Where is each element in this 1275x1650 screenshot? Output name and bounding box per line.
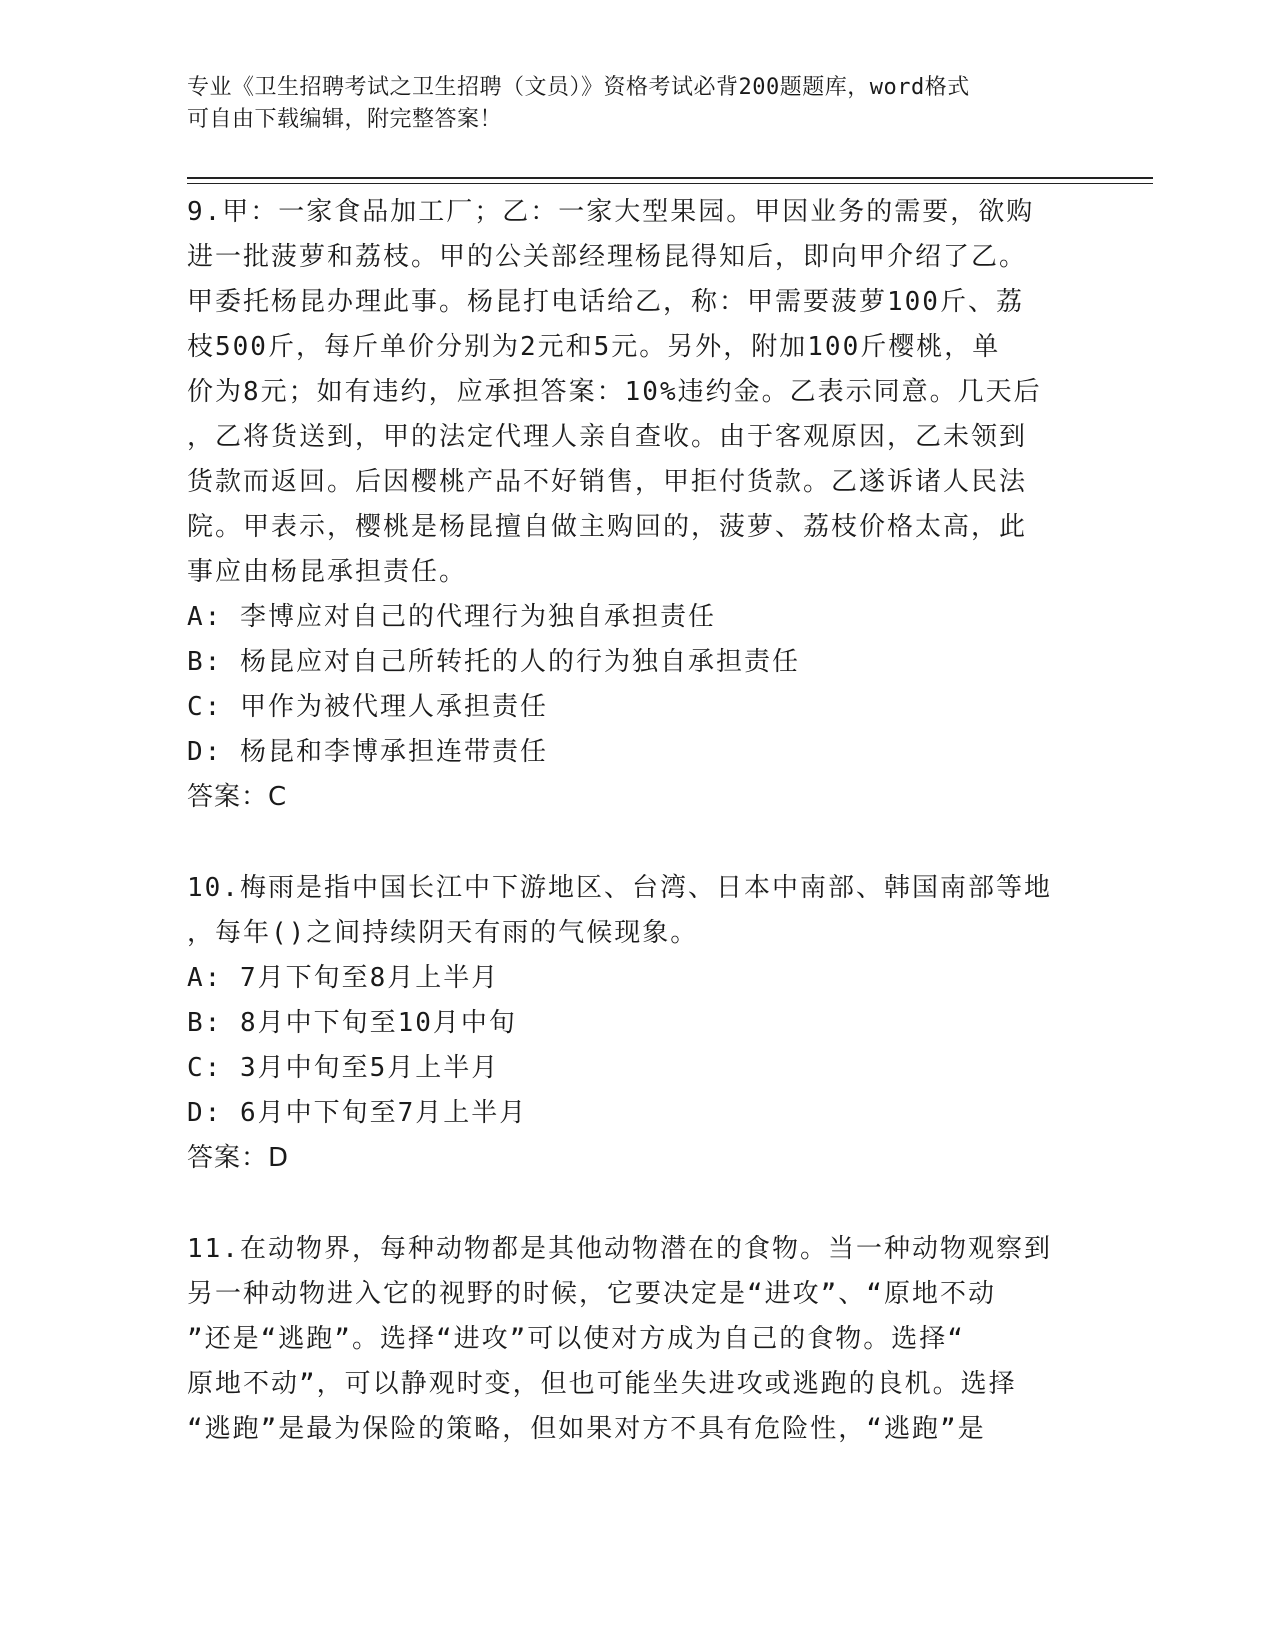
- question-9-option-d: D: 杨昆和李博承担连带责任: [187, 737, 548, 767]
- question-9-answer: 答案：C: [187, 782, 288, 812]
- header-divider-thick: [187, 177, 1153, 179]
- question-10-option-c: C: 3月中旬至5月上半月: [187, 1053, 500, 1083]
- question-9-option-c: C: 甲作为被代理人承担责任: [187, 692, 548, 722]
- question-11-line: ”还是“逃跑”。选择“进攻”可以使对方成为自己的食物。选择“: [187, 1324, 965, 1354]
- question-9: [187, 190, 1087, 820]
- question-9-line: 货款而返回。后因樱桃产品不好销售，甲拒付货款。乙遂诉诸人民法: [187, 467, 1028, 497]
- question-9-line: 院。甲表示，樱桃是杨昆擅自做主购回的，菠萝、荔枝价格太高，此: [187, 512, 1028, 542]
- question-9-line: 甲委托杨昆办理此事。杨昆打电话给乙，称：甲需要菠萝100斤、荔: [187, 287, 1024, 317]
- document-header: [187, 72, 1067, 136]
- question-11-line: 另一种动物进入它的视野的时候，它要决定是“进攻”、“原地不动: [187, 1279, 996, 1309]
- question-10-answer: 答案：D: [187, 1143, 290, 1173]
- question-11-line: 11.在动物界，每种动物都是其他动物潜在的食物。当一种动物观察到: [187, 1234, 1052, 1264]
- question-11-line: 原地不动”，可以静观时变，但也可能坐失进攻或逃跑的良机。选择: [187, 1369, 1017, 1399]
- question-11-line: “逃跑”是最为保险的策略，但如果对方不具有危险性，“逃跑”是: [187, 1414, 986, 1444]
- question-9-line: 枝500斤，每斤单价分别为2元和5元。另外，附加100斤樱桃，单: [187, 332, 1001, 362]
- question-10: [187, 866, 1087, 1181]
- question-9-option-b: B: 杨昆应对自己所转托的人的行为独自承担责任: [187, 647, 800, 677]
- question-10-option-a: A: 7月下旬至8月上半月: [187, 963, 500, 993]
- question-spacer: [187, 820, 1087, 866]
- question-9-line: 事应由杨昆承担责任。: [187, 557, 468, 587]
- question-spacer: [187, 1181, 1087, 1227]
- header-divider-thin: [187, 183, 1153, 184]
- question-9-line: 进一批菠萝和荔枝。甲的公关部经理杨昆得知后，即向甲介绍了乙。: [187, 242, 1028, 272]
- question-9-option-a: A: 李博应对自己的代理行为独自承担责任: [187, 602, 716, 632]
- question-list: [187, 190, 1087, 1452]
- question-10-option-b: B: 8月中下旬至10月中旬: [187, 1008, 517, 1038]
- header-line-1: 专业《卫生招聘考试之卫生招聘（文员）》资格考试必背200题题库，word格式: [187, 75, 970, 100]
- question-11: [187, 1227, 1087, 1452]
- question-9-line: ，乙将货送到，甲的法定代理人亲自查收。由于客观原因，乙未领到: [187, 422, 1028, 452]
- question-9-line: 价为8元；如有违约，应承担答案：10%违约金。乙表示同意。几天后: [187, 377, 1042, 407]
- question-9-line: 9.甲：一家食品加工厂；乙：一家大型果园。甲因业务的需要，欲购: [187, 197, 1035, 227]
- question-10-line: ，每年()之间持续阴天有雨的气候现象。: [187, 918, 699, 948]
- question-10-line: 10.梅雨是指中国长江中下游地区、台湾、日本中南部、韩国南部等地: [187, 873, 1052, 903]
- header-line-2: 可自由下载编辑，附完整答案！: [187, 107, 503, 132]
- question-10-option-d: D: 6月中下旬至7月上半月: [187, 1098, 528, 1128]
